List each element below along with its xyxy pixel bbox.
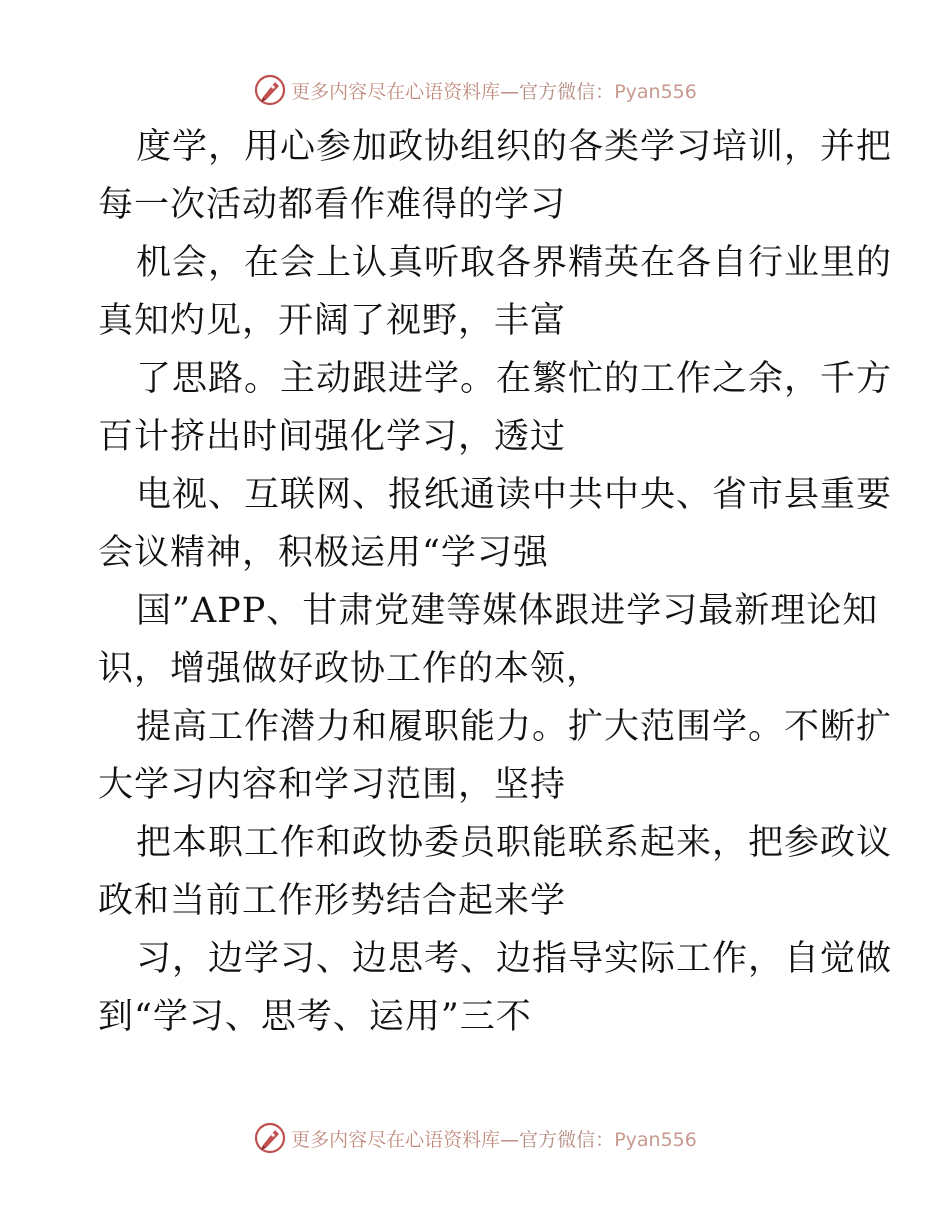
text-line: 了思路。主动跟进学。在繁忙的工作之余，千方 — [136, 359, 893, 399]
text-line: 大学习内容和学习范围，坚持 — [98, 765, 567, 805]
text-line: 机会，在会上认真听取各界精英在各自行业里的 — [136, 243, 893, 283]
text-line: 会议精神，积极运用“学习强 — [98, 533, 549, 573]
banner-wechat-label: 官方微信： — [519, 1128, 615, 1151]
banner-dash: — — [500, 1128, 520, 1151]
text-line: 把本职工作和政协委员职能联系起来，把参政议 — [136, 823, 893, 863]
text-line: 度学，用心参加政协组织的各类学习培训，并把 — [136, 127, 893, 167]
banner-site-text: 更多内容尽在心语资料库 — [291, 1128, 501, 1151]
text-line: 国”APP、甘肃党建等媒体跟进学习最新理论知 — [136, 591, 879, 631]
text-line: 习，边学习、边思考、边指导实际工作，自觉做 — [136, 939, 893, 979]
footer-banner — [0, 1118, 950, 1158]
text-line: 百计挤出时间强化学习，透过 — [98, 417, 567, 457]
text-line: 识，增强做好政协工作的本领， — [98, 649, 603, 689]
pen-nib-logo-icon — [253, 1121, 287, 1155]
document-body — [98, 118, 893, 1046]
banner-wechat-id: Pyan556 — [614, 1128, 697, 1151]
text-line: 到“学习、思考、运用”三不 — [98, 997, 532, 1037]
banner-wechat-id: Pyan556 — [614, 80, 697, 103]
text-line: 提高工作潜力和履职能力。扩大范围学。不断扩 — [136, 707, 893, 747]
banner-text — [291, 1125, 697, 1152]
text-line: 政和当前工作形势结合起来学 — [98, 881, 567, 921]
banner-site-text: 更多内容尽在心语资料库 — [291, 80, 501, 103]
text-line: 真知灼见，开阔了视野，丰富 — [98, 301, 567, 341]
text-line: 电视、互联网、报纸通读中共中央、省市县重要 — [136, 475, 893, 515]
banner-dash: — — [500, 80, 520, 103]
banner-wechat-label: 官方微信： — [519, 80, 615, 103]
pen-nib-logo-icon — [253, 73, 287, 107]
header-banner — [0, 70, 950, 110]
banner-text — [291, 77, 697, 104]
text-line: 每一次活动都看作难得的学习 — [98, 185, 567, 225]
